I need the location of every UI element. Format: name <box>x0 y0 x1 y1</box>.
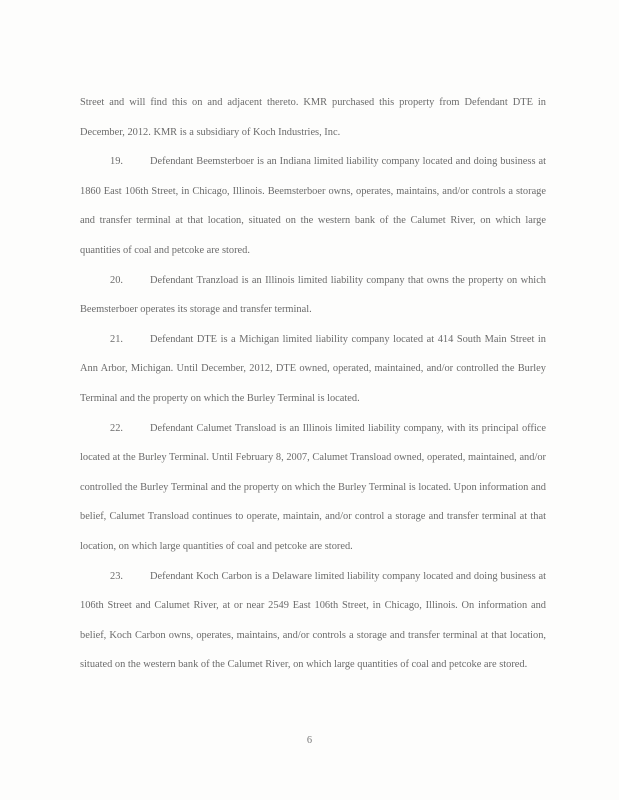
document-body <box>80 88 546 680</box>
paragraph-number: 19. <box>110 156 123 168</box>
paragraph-text: Defendant Tranzload is an Illinois limited liability company that owns the property on which Beemsterboer operates its storage and transfer terminal. <box>80 274 546 316</box>
paragraph-number: 22. <box>110 422 123 434</box>
paragraph-continued <box>80 88 546 147</box>
paragraph-text: Defendant Koch Carbon is a Delaware limited liability company located and doing business at 106th Street and Calumet River, at or near 2549 East 106th Street, in Chicago, Illinois. On information and belief, Koch Carbon owns, operates, maintains, and/or controls a storage and transfer terminal at that location, situated on the western bank of the Calumet River, on which large quantities of coal and petcoke are stored. <box>80 570 546 671</box>
paragraph-number: 20. <box>110 274 123 286</box>
paragraph-20 <box>80 266 546 325</box>
paragraph-19 <box>80 147 546 265</box>
paragraph-text: Street and will find this on and adjacent thereto. KMR purchased this property from Defendant DTE in December, 2012. KMR is a subsidiary of Koch Industries, Inc. <box>80 97 546 138</box>
paragraph-text: Defendant Calumet Transload is an Illinois limited liability company, with its principal office located at the Burley Terminal. Until February 8, 2007, Calumet Transload owned, operated, maintained, and/or controlled the Burley Terminal and the property on which the Burley Terminal is located. Upon information and belief, Calumet Transload continues to operate, maintain, and/or control a storage and transfer terminal at that location, on which large quantities of coal and petcoke are stored. <box>80 422 546 552</box>
paragraph-text: Defendant Beemsterboer is an Indiana limited liability company located and doing business at 1860 East 106th Street, in Chicago, Illinois. Beemsterboer owns, operates, maintains, and/or controls a storage and transfer terminal at that location, situated on the western bank of the Calumet River, on which large quantities of coal and petcoke are stored. <box>80 156 546 256</box>
paragraph-22 <box>80 414 546 562</box>
paragraph-23 <box>80 562 546 680</box>
paragraph-text: Defendant DTE is a Michigan limited liability company located at 414 South Main Street in Ann Arbor, Michigan. Until December, 2012, DTE owned, operated, maintained, and/or controlled the Burley Terminal and the property on which the Burley Terminal is located. <box>80 333 546 404</box>
page-number: 6 <box>306 735 313 746</box>
paragraph-number: 23. <box>110 570 123 582</box>
paragraph-21 <box>80 325 546 414</box>
paragraph-number: 21. <box>110 333 123 345</box>
